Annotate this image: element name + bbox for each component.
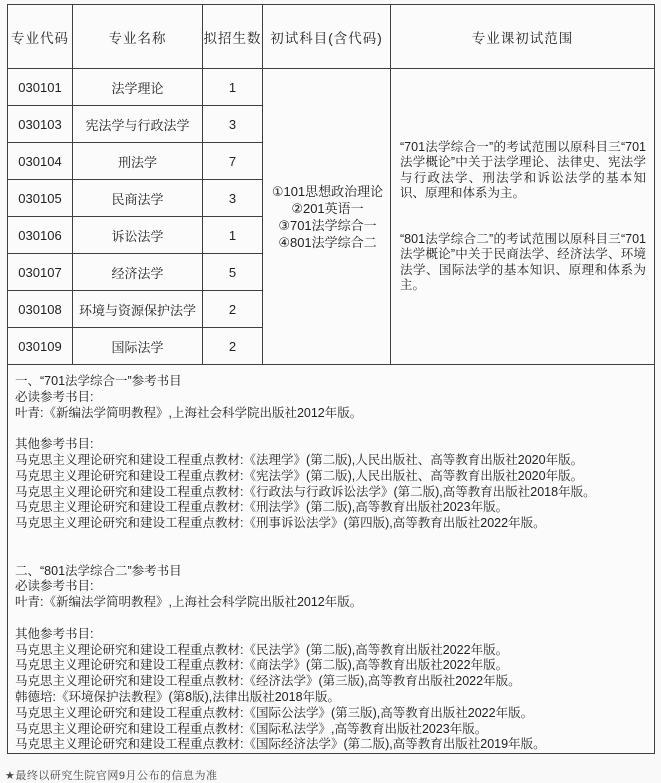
specialty-name-cell: 经济法学: [73, 254, 203, 291]
quota-cell: 3: [203, 180, 263, 217]
ref-book-line: 马克思主义理论研究和建设工程重点教材:《经济法学》(第三版),高等教育出版社2022年版。: [15, 674, 521, 689]
blank-line: [15, 548, 648, 564]
ref-section2-required-label: 必读参考书目:: [15, 579, 94, 594]
scope-paragraph-801: “801法学综合二”的考试范围以原科目三“701法学概论”中关于民商法学、经济法学、环境法学、国际法学的基本知识、原理和体系为主。: [400, 231, 646, 292]
ref-book-line: 马克思主义理论研究和建设工程重点教材:《民法学》(第二版),高等教育出版社2022年版。: [15, 642, 509, 657]
ref-book-line: 马克思主义理论研究和建设工程重点教材:《行政法与行政诉讼法学》(第二版),高等教育出版社2018年版。: [15, 484, 596, 499]
blank-line: [15, 532, 648, 548]
exam-subject-line: ②201英语一: [291, 200, 364, 216]
specialty-name-cell: 国际法学: [73, 328, 203, 365]
table-row: [8, 69, 655, 106]
ref-section2-required-book: 叶青:《新编法学简明教程》,上海社会科学院出版社2012年版。: [15, 595, 363, 610]
header-planned-quota: 拟招生数: [203, 5, 263, 69]
quota-cell: 2: [203, 328, 263, 365]
quota-cell: 1: [203, 217, 263, 254]
reference-books-row: [8, 365, 655, 754]
ref-book-line: 马克思主义理论研究和建设工程重点教材:《国际经济法学》(第二版),高等教育出版社2019年版。: [15, 737, 546, 752]
specialty-name-cell: 民商法学: [73, 180, 203, 217]
specialty-name-cell: 宪法学与行政法学: [73, 106, 203, 143]
quota-cell: 3: [203, 106, 263, 143]
ref-section2-title: 二、“801法学综合二”参考书目: [15, 563, 182, 578]
header-specialty-code: 专业代码: [8, 5, 73, 69]
specialty-code-cell: 030106: [8, 217, 73, 254]
table-header-row: [8, 5, 655, 69]
specialty-name-cell: 诉讼法学: [73, 217, 203, 254]
ref-section1-required-book: 叶青:《新编法学简明教程》,上海社会科学院出版社2012年版。: [15, 405, 363, 420]
header-exam-scope: 专业课初试范围: [391, 5, 655, 69]
specialty-code-cell: 030108: [8, 291, 73, 328]
ref-section1-others-label: 其他参考书目:: [15, 437, 94, 452]
ref-book-line: 马克思主义理论研究和建设工程重点教材:《国际私法学》,高等教育出版社2023年版。: [15, 721, 488, 736]
exam-subject-line: ①101思想政治理论: [271, 183, 384, 199]
ref-book-line: 马克思主义理论研究和建设工程重点教材:《国际公法学》(第三版),高等教育出版社2022年版。: [15, 705, 534, 720]
quota-cell: 1: [203, 69, 263, 106]
reference-books-cell: [8, 365, 655, 754]
ref-section1-title: 一、“701法学综合一”参考书目: [15, 374, 182, 388]
blank-line: [15, 611, 648, 627]
exam-scope-cell: [391, 69, 655, 365]
footnote-disclaimer: ★最终以研究生院官网9月公布的信息为准: [5, 770, 218, 783]
specialty-name-cell: 刑法学: [73, 143, 203, 180]
specialty-code-cell: 030105: [8, 180, 73, 217]
exam-subjects-cell: [263, 69, 391, 365]
ref-section1-required-label: 必读参考书目:: [15, 389, 94, 404]
header-exam-subjects: 初试科目(含代码): [263, 5, 391, 69]
ref-section2-others-label: 其他参考书目:: [15, 626, 94, 641]
specialty-code-cell: 030104: [8, 143, 73, 180]
admissions-table: [7, 4, 655, 754]
header-specialty-name: 专业名称: [73, 5, 203, 69]
scope-paragraph-701: “701法学综合一”的考试范围以原科目三“701法学概论”中关于法学理论、法律史、宪法学与行政法学、刑法学和诉讼法学的基本知识、原理和体系为主。: [400, 139, 646, 200]
exam-subject-line: ④801法学综合二: [278, 234, 377, 250]
quota-cell: 2: [203, 291, 263, 328]
specialty-code-cell: 030109: [8, 328, 73, 365]
specialty-code-cell: 030103: [8, 106, 73, 143]
blank-line: [15, 421, 648, 437]
ref-book-line: 马克思主义理论研究和建设工程重点教材:《刑法学》(第二版),高等教育出版社2023年版。: [15, 500, 509, 515]
ref-book-line: 马克思主义理论研究和建设工程重点教材:《刑事诉讼法学》(第四版),高等教育出版社2022年版。: [15, 516, 546, 531]
ref-book-line: 马克思主义理论研究和建设工程重点教材:《商法学》(第二版),高等教育出版社2022年版。: [15, 658, 509, 673]
exam-subject-line: ③701法学综合一: [278, 217, 377, 233]
ref-book-line: 马克思主义理论研究和建设工程重点教材:《法理学》(第二版),人民出版社、高等教育出版社2020年版。: [15, 452, 584, 467]
quota-cell: 7: [203, 143, 263, 180]
quota-cell: 5: [203, 254, 263, 291]
specialty-code-cell: 030101: [8, 69, 73, 106]
specialty-name-cell: 环境与资源保护法学: [73, 291, 203, 328]
specialty-name-cell: 法学理论: [73, 69, 203, 106]
ref-book-line: 韩德培:《环境保护法教程》(第8版),法律出版社2018年版。: [15, 689, 341, 704]
specialty-code-cell: 030107: [8, 254, 73, 291]
ref-book-line: 马克思主义理论研究和建设工程重点教材:《宪法学》(第二版),人民出版社、高等教育出版社2020年版。: [15, 468, 584, 483]
